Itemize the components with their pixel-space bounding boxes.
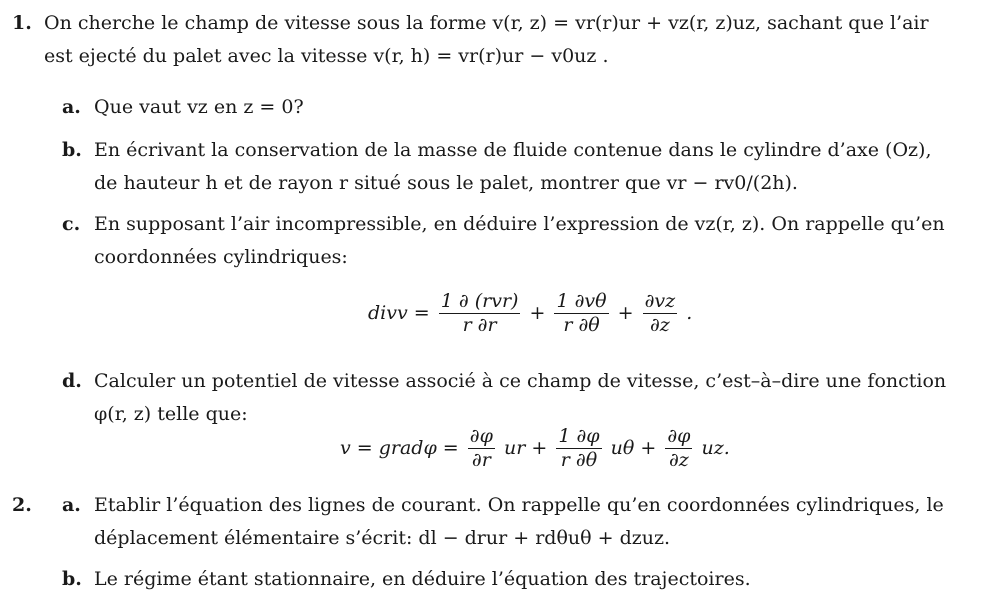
- gradient-term-1-numerator: ∂φ: [469, 425, 493, 447]
- gradient-term-3: [665, 425, 692, 472]
- divergence-term-2: [554, 290, 608, 337]
- gradient-term-3-numerator: ∂φ: [667, 425, 691, 447]
- divergence-term-1-denominator: r ∂r: [462, 313, 497, 336]
- item-2a-line-2: déplacement élémentaire s’écrit: dl − drur + rdθuθ + dzuz.: [94, 527, 671, 549]
- gradient-term-1-vector: ur: [503, 436, 526, 459]
- divergence-term-1-numerator: 1 ∂ (rvr): [440, 290, 519, 312]
- divergence-term-2-numerator: 1 ∂vθ: [556, 290, 607, 312]
- gradient-lhs: v = gradφ =: [340, 436, 459, 459]
- item-1c-label: c.: [62, 213, 81, 235]
- divergence-plus-2: +: [617, 301, 634, 324]
- gradient-term-2-denominator: r ∂θ: [560, 448, 598, 471]
- divergence-term-1: [439, 290, 521, 337]
- gradient-plus-1: +: [531, 436, 548, 459]
- item-1a-label: a.: [62, 96, 81, 118]
- item-1c-line-2: coordonnées cylindriques:: [94, 246, 348, 268]
- question-1-number: 1.: [12, 12, 32, 34]
- item-1c-line-1: En supposant l’air incompressible, en déduire l’expression de vz(r, z). On rappelle qu’en: [94, 213, 945, 235]
- divergence-equation: [368, 290, 692, 337]
- gradient-term-1: [468, 425, 495, 472]
- item-1b-label: b.: [62, 139, 82, 161]
- gradient-term-3-denominator: ∂z: [668, 448, 689, 471]
- gradient-equation: [340, 425, 730, 472]
- divergence-lhs: divv =: [368, 301, 430, 324]
- divergence-plus-1: +: [529, 301, 546, 324]
- question-1-line-1: On cherche le champ de vitesse sous la forme v(r, z) = vr(r)ur + vz(r, z)uz, sachant que l’air: [44, 12, 929, 34]
- divergence-term-3-denominator: ∂z: [649, 313, 670, 336]
- item-2b-text: Le régime étant stationnaire, en déduire l’équation des trajectoires.: [94, 568, 751, 590]
- divergence-term-3: [643, 290, 678, 337]
- gradient-term-3-vector: uz.: [701, 436, 730, 459]
- divergence-end: .: [686, 301, 693, 324]
- gradient-term-2-numerator: 1 ∂φ: [558, 425, 600, 447]
- divergence-term-3-numerator: ∂vz: [644, 290, 676, 312]
- item-2b-label: b.: [62, 568, 82, 590]
- divergence-term-2-denominator: r ∂θ: [563, 313, 600, 336]
- item-1d-line-2: φ(r, z) telle que:: [94, 403, 248, 425]
- gradient-term-2-vector: uθ: [610, 436, 635, 459]
- item-1a-text: Que vaut vz en z = 0?: [94, 96, 304, 118]
- item-1b-line-1: En écrivant la conservation de la masse de fluide contenue dans le cylindre d’axe (Oz),: [94, 139, 932, 161]
- gradient-plus-2: +: [640, 436, 657, 459]
- item-1d-label: d.: [62, 370, 82, 392]
- item-2a-line-1: Etablir l’équation des lignes de courant. On rappelle qu’en coordonnées cylindriques, le: [94, 494, 944, 516]
- item-2a-label: a.: [62, 494, 81, 516]
- item-1d-line-1: Calculer un potentiel de vitesse associé à ce champ de vitesse, c’est–à–dire une fonction: [94, 370, 947, 392]
- question-2-number: 2.: [12, 494, 32, 516]
- gradient-term-2: [556, 425, 601, 472]
- item-1b-line-2: de hauteur h et de rayon r situé sous le palet, montrer que vr − rv0/(2h).: [94, 172, 798, 194]
- question-1-line-2: est ejecté du palet avec la vitesse v(r, h) = vr(r)ur − v0uz .: [44, 45, 609, 67]
- gradient-term-1-denominator: ∂r: [471, 448, 491, 471]
